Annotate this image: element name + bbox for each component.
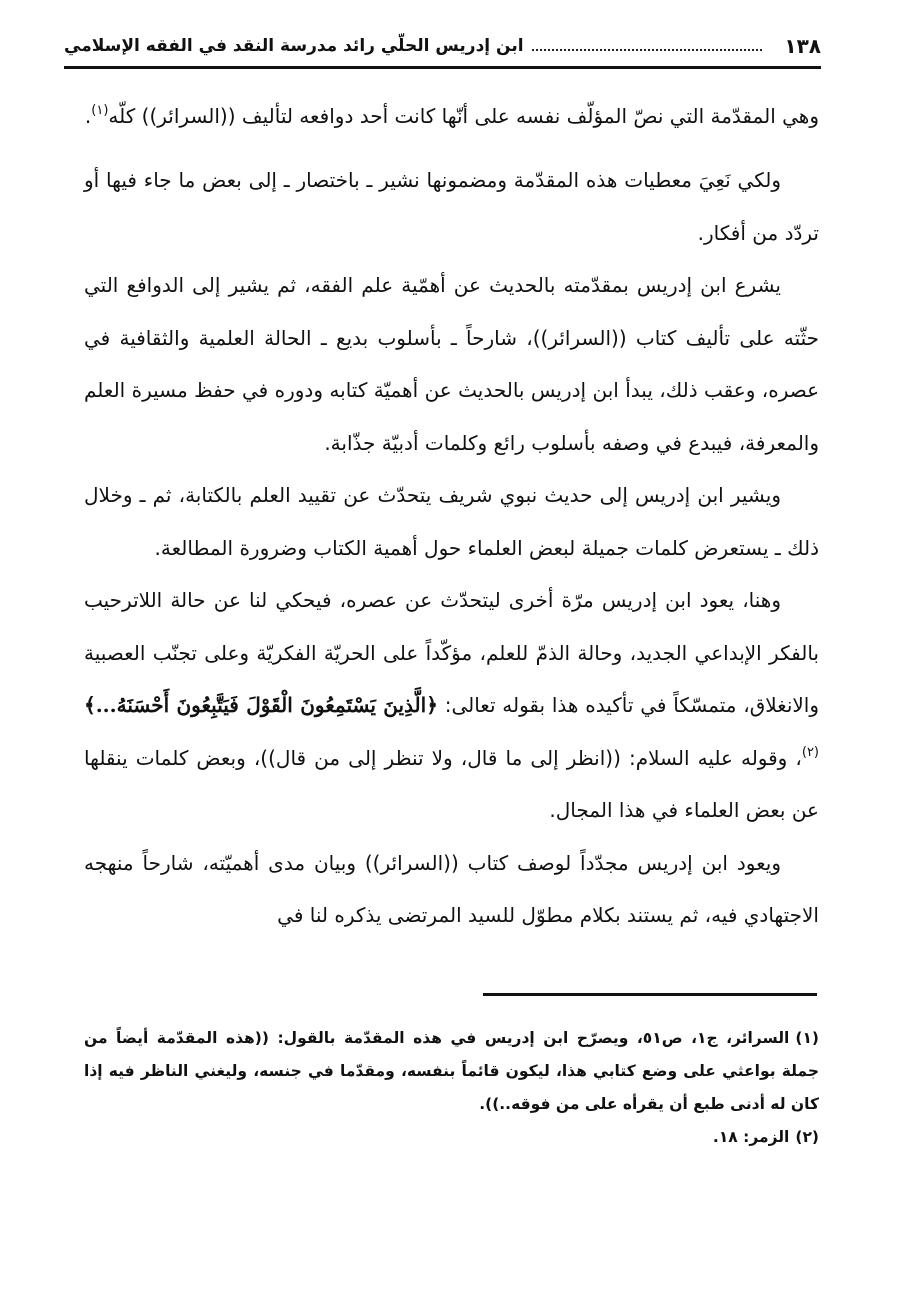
header-dot-leader — [532, 49, 763, 51]
paragraph-5 — [84, 574, 819, 837]
footnote-1-number: (١) — [795, 1029, 820, 1047]
header-rule — [64, 66, 821, 69]
paragraph-1-text: وهي المقدّمة التي نصّ المؤلّف نفسه على أنّها كانت أحد دوافعه لتأليف ((السرائر)) كلّه — [108, 104, 819, 128]
paragraph-2: ولكي نَعِيَ معطيات هذه المقدّمة ومضمونها نشير ـ باختصار ـ إلى بعض ما جاء فيها أو تردّد من أفكار. — [84, 168, 819, 245]
footnote-rule — [483, 993, 817, 996]
footnote-2-number: (٢) — [795, 1128, 819, 1146]
footnote-1 — [84, 1022, 819, 1121]
main-text — [84, 98, 819, 942]
footnote-2-text: الزمر: ١٨. — [712, 1128, 790, 1146]
paragraph-6: ويعود ابن إدريس مجدّداً لوصف كتاب ((السرائر)) وبيان مدى أهميّته، شارحاً منهجه الاجتهادي فيه، ثم يستند بكلام مطوّل للسيد المرتضى يذكره لنا في — [84, 850, 819, 927]
running-header — [64, 30, 821, 62]
running-title: ابن إدريس الحلّي رائد مدرسة النقد في الفقه الإسلامي — [64, 36, 524, 56]
paragraph-1 — [84, 98, 819, 134]
footnote-ref-2: (٢) — [801, 744, 819, 760]
paragraph-4: ويشير ابن إدريس إلى حديث نبوي شريف يتحدّث عن تقييد العلم بالكتابة، ثم ـ وخلال ذلك ـ يستعرض كلمات جميلة لبعض العلماء حول أهمية الكتاب وضرورة المطالعة. — [84, 483, 819, 560]
quran-verse: ﴿الَّذِينَ يَسْتَمِعُونَ الْقَوْلَ فَيَتَّبِعُونَ أَحْسَنَهُ...﴾ — [84, 693, 438, 717]
footnotes — [84, 1022, 819, 1154]
paragraph-3: يشرع ابن إدريس بمقدّمته بالحديث عن أهمّية علم الفقه، ثم يشير إلى الدوافع التي حثّته على تأليف كتاب ((السرائر))، شارحاً ـ بأسلوب بديع ـ الحالة العلمية والثقافية في عصره، وعقب ذلك، يبدأ ابن إدريس بالحديث عن أهميّة كتابه ودوره في حفظ مسيرة العلم والمعرفة، فيبدع في وصفه بأسلوب رائع وكلمات أدبيّة جذّابة. — [84, 273, 819, 455]
footnote-2 — [84, 1121, 819, 1154]
page-number: ١٣٨ — [784, 34, 821, 58]
footnote-1-text: السرائر، ج١، ص٥١، ويصرّح ابن إدريس في هذه المقدّمة بالقول: ((هذه المقدّمة أيضاً من جملة بواعثي على وضع كتابي هذا، ليكون قائماً بنفسه، ومقدّما في جنسه، وليغني الناظر فيه إذا كان له أدنى طبع أن يقرأه على من فوقه..)). — [84, 1029, 819, 1113]
paragraph-5-text-before: وهنا، يعود ابن إدريس مرّة أخرى ليتحدّث عن عصره، فيحكي لنا عن حالة اللاترحيب بالفكر الإبداعي الجديد، وحالة الذمّ للعلم، مؤكّداً على الحريّة الفكريّة وعلى تجنّب العصبية والانغلاق، متمسّكاً في تأكيده هذا بقوله تعالى: — [84, 588, 820, 717]
paragraph-5-text-after: ، وقوله عليه السلام: ((انظر إلى ما قال، ولا تنظر إلى من قال))، وبعض كلمات ينقلها عن بعض العلماء في هذا المجال. — [84, 745, 819, 822]
footnote-ref-1: (١) — [91, 103, 109, 118]
paragraph-1-end: . — [84, 104, 92, 128]
